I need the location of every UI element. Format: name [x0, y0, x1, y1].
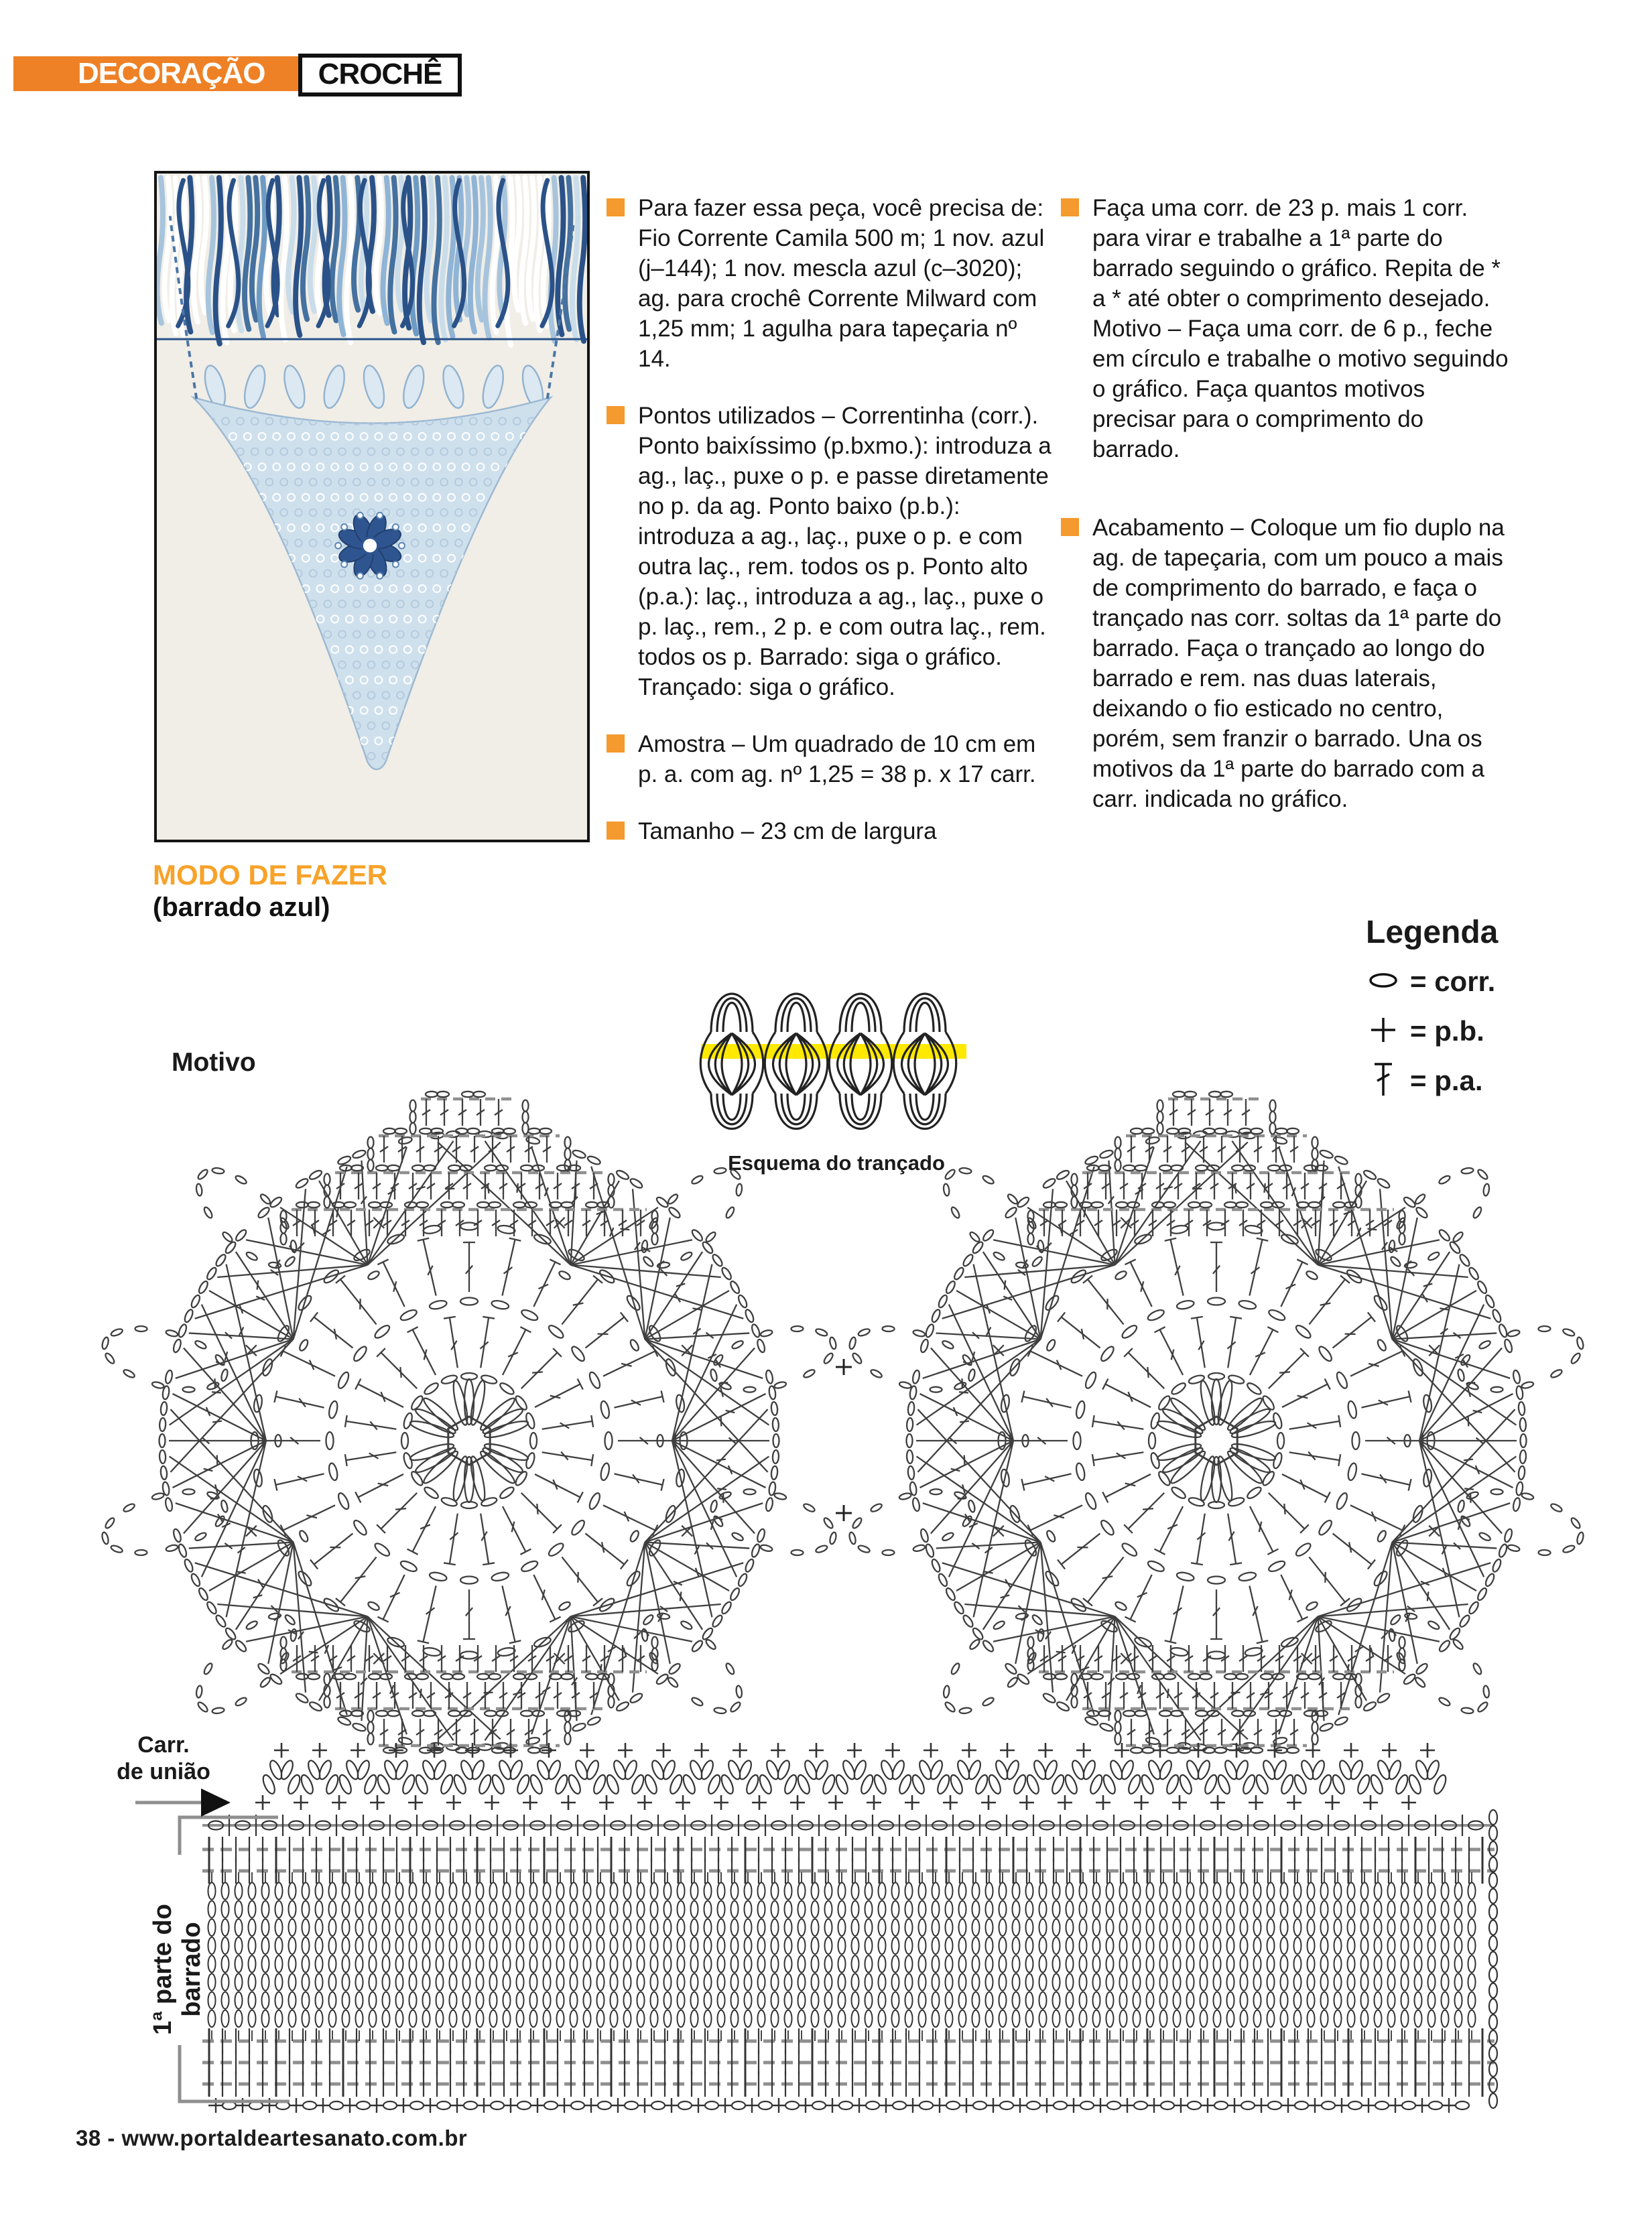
section-banner	[13, 56, 298, 91]
bullet-square-icon	[1061, 198, 1079, 216]
finishing-text: Acabamento – Coloque um fio duplo na ag. de tapeçaria, com um pouco a mais de comprimento do barrado, e faça o trançado nas corr. soltas da 1ª parte do barrado. Faça o trançado ao longo do barrado e rem. nas duas laterais, deixando o fio esticado no centro, porém, sem franzir o barrado. Una os motivos da 1ª parte do barrado com a carr. indicada no gráfico.	[1092, 515, 1505, 812]
crochet-photo	[154, 171, 590, 842]
chart-legend	[1366, 915, 1647, 1106]
page-footer: 38 - www.portaldeartesanato.com.br	[76, 2126, 468, 2150]
list-item	[1061, 193, 1514, 464]
legend-label: = p.a.	[1410, 1065, 1483, 1096]
bullet-square-icon	[1061, 518, 1079, 536]
size-text: Tamanho – 23 cm de largura	[638, 818, 937, 844]
list-item	[607, 729, 1052, 789]
instructions-column-1	[607, 193, 1052, 873]
caption-subtitle: (barrado azul)	[153, 893, 330, 922]
list-item	[1061, 513, 1514, 814]
bullet-square-icon	[607, 198, 625, 216]
joining-row-label-line1: Carr.	[137, 1732, 190, 1758]
legend-title: Legenda	[1366, 915, 1499, 950]
legend-row	[1366, 1056, 1647, 1106]
bullet-square-icon	[607, 822, 625, 840]
stitches-text: Pontos utilizados – Correntinha (corr.). Ponto baixíssimo (p.bxmo.): introduza a ag., laç., puxe o p. e passe diretamente no p. da ag. Ponto baixo (p.b.): introduza a ag., laç., puxe o p. e com outra laç., rem. todos os p. Ponto alto (p.a.): laç., introduza a ag., laç., puxe o p. laç., rem., 2 p. e com outra laç., rem. todos os p. Barrado: siga o gráfico. Trançado: siga o gráfico.	[638, 403, 1052, 700]
motivo-label: Motivo	[172, 1048, 256, 1077]
bullet-square-icon	[607, 734, 625, 753]
working-text: Faça uma corr. de 23 p. mais 1 corr. para virar e trabalhe a 1ª parte do barrado seguindo o gráfico. Repita de * a * até obter o comprimento desejado. Motivo – Faça uma corr. de 6 p., feche em círculo e trabalhe o motivo seguindo o gráfico. Faça quantos motivos precisar para o comprimento do barrado.	[1092, 195, 1509, 462]
list-item	[607, 193, 1052, 374]
braid-scheme-caption: Esquema do trançado	[728, 1151, 945, 1175]
legend-row	[1366, 1006, 1647, 1056]
plus-stitch-icon	[1366, 1015, 1410, 1048]
crochet-photo-image	[157, 174, 587, 840]
materials-text: Para fazer essa peça, você precisa de: Fio Corrente Camila 500 m; 1 nov. azul (j–144); 1 nov. mescla azul (c–3020); ag. para crochê Corrente Milward com 1,25 mm; 1 agulha para tapeçaria nº 14.	[638, 195, 1045, 372]
chain-oval-icon	[1366, 966, 1410, 998]
legend-label: = p.b.	[1410, 1015, 1484, 1047]
treble-stitch-icon	[1366, 1061, 1410, 1102]
gauge-text: Amostra – Um quadrado de 10 cm em p. a. com ag. nº 1,25 = 38 p. x 17 carr.	[638, 731, 1036, 787]
first-part-label: 1ª parte do barrado	[149, 1904, 206, 2035]
bullet-square-icon	[607, 406, 625, 424]
photo-caption	[153, 859, 582, 923]
topic-title: CROCHÊ	[318, 58, 442, 90]
topic-banner	[298, 54, 462, 96]
legend-label: = corr.	[1410, 966, 1496, 997]
joining-row-label-line2: de união	[117, 1759, 210, 1784]
instructions-column-2	[1061, 193, 1514, 862]
joining-row-label	[98, 1732, 229, 1785]
list-item	[607, 816, 1052, 846]
section-title: DECORAÇÃO	[78, 57, 265, 90]
list-item	[607, 401, 1052, 702]
legend-row	[1366, 957, 1647, 1006]
caption-title: MODO DE FAZER	[153, 859, 388, 891]
